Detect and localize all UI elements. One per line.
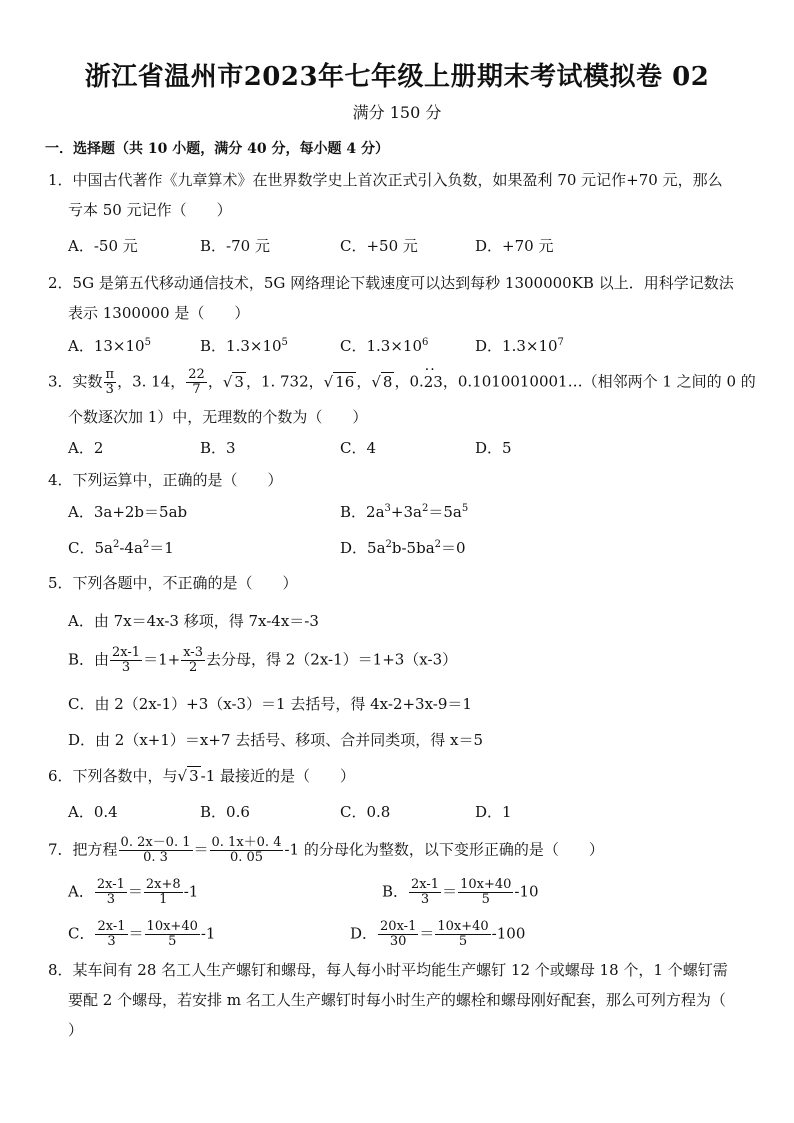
q6-option-d: D．1	[475, 803, 512, 821]
q4-option-c: C．$5a^2-4a^2=1$	[68, 539, 174, 557]
fraction: $\frac{2x-1}{3}$	[112, 645, 141, 675]
q1-option-d: D．+70 元	[475, 237, 554, 255]
sqrt-expression: √ 8	[371, 372, 393, 391]
q7-option-b: B． $\frac{2x-1}{3}$ ＝ $\frac{10x+40}{5}$ -10	[382, 877, 539, 907]
q7-option-d: D． $\frac{20x-1}{30}$ ＝ $\frac{10x+40}{5}$ -100	[350, 919, 526, 949]
fraction: $\frac{2x-1}{3}$	[96, 877, 125, 907]
q5-option-b: B．由 $\frac{2x-1}{3}$ ＝1+ $\frac{x-3}{2}$ 去分母，得 2（2x-1）＝1+3（x-3）	[68, 645, 458, 675]
q7-option-c: C． $\frac{2x-1}{3}$ ＝ $\frac{10x+40}{5}$ -1	[68, 919, 216, 949]
fraction: $\frac{2x-1}{3}$	[411, 877, 440, 907]
q2-option-c: C．$1.3\times 10^6$	[340, 337, 429, 355]
sqrt-expression: √ 3	[222, 372, 244, 391]
sqrt-expression: √ 3	[177, 767, 199, 785]
question-6-text: 6．下列各数中，与√ 3 -1 最接近的是（ ）	[48, 767, 356, 785]
q2-option-d: D．$1.3\times 10^7$	[475, 337, 564, 355]
q3-option-c: C．4	[340, 439, 377, 457]
q6-option-a: A．0.4	[68, 803, 118, 821]
fraction: $\frac{x-3}{2}$	[183, 645, 203, 675]
question-7-text: 7．把方程 $\frac{0. 2x-0. 1}{0. 3}$ ＝ $\frac{0. 1x+0. 4}{0. 05}$ -1 的分母化为整数，以下变形正确的是（ ）	[48, 835, 604, 865]
q5-option-a: A．由 7x＝4x-3 移项，得 7x-4x＝-3	[68, 612, 319, 630]
q1-option-c: C．+50 元	[340, 237, 418, 255]
fraction: $\frac{20x-1}{30}$	[380, 919, 417, 949]
q7-option-a: A． $\frac{2x-1}{3}$ ＝ $\frac{2x+8}{1}$ -1	[68, 877, 199, 907]
q6-option-b: B．0.6	[200, 803, 250, 821]
q3-option-b: B．3	[200, 439, 236, 457]
q1-option-a: A．-50 元	[68, 237, 138, 255]
fraction: $\frac{22}{7}$	[188, 367, 205, 397]
q4-option-a: A．3a+2b＝5ab	[68, 503, 188, 521]
question-1-text-cont: 亏本 50 元记作（ ）	[68, 201, 232, 219]
fraction: $\frac{0. 2x-0. 1}{0. 3}$	[120, 835, 191, 865]
question-3-text-cont: 个数逐次加 1）中，无理数的个数为（ ）	[68, 408, 368, 426]
fraction: $\frac{2x-1}{3}$	[97, 919, 126, 949]
question-2-text-cont: 表示 1300000 是（ ）	[68, 304, 250, 322]
sqrt-expression: √ 16	[323, 372, 355, 391]
question-3-text: 3．实数 $\frac{\pi}{3}$ ，3. 14， $\frac{22}{7}$ ，√ 3 ，1. 732，√ 16 ，√ 8 ，0.·· 23，0.1010010001…（相邻两个 1 之间的 0 的	[48, 368, 756, 397]
repeating-decimal: ·· 23	[424, 372, 443, 392]
question-8-text-cont: 要配 2 个螺母，若安排 m 名工人生产螺钉时每小时生产的螺栓和螺母刚好配套，那么可列方程为（	[68, 991, 726, 1009]
fraction: $\frac{10x+40}{5}$	[146, 919, 198, 949]
q2-option-b: B．$1.3\times 10^5$	[200, 337, 288, 355]
question-8-text: 8．某车间有 28 名工人生产螺钉和螺母，每人每小时平均能生产螺钉 12 个或螺母 18 个，1 个螺钉需	[48, 961, 728, 979]
fraction: $\frac{2x+8}{1}$	[145, 877, 181, 907]
q5-option-c: C．由 2（2x-1）+3（x-3）＝1 去括号，得 4x-2+3x-9＝1	[68, 695, 472, 713]
page-title: 浙江省温州市2023年七年级上册期末考试模拟卷 02	[84, 62, 710, 92]
q4-option-b: B．$2a^3+3a^2=5a^5$	[340, 503, 469, 521]
q4-option-d: D．$5a^2b-5ba^2=0$	[340, 539, 466, 557]
fraction: $\frac{0. 1x+0. 4}{0. 05}$	[211, 835, 282, 865]
fraction: $\frac{10x+40}{5}$	[437, 919, 489, 949]
question-2-text: 2．5G 是第五代移动通信技术，5G 网络理论下载速度可以达到每秒 1300000KB 以上．用科学记数法	[48, 274, 734, 292]
q1-option-b: B．-70 元	[200, 237, 270, 255]
section-heading: 一．选择题（共 10 小题，满分 40 分，每小题 4 分）	[45, 141, 389, 157]
fraction: $\frac{\pi}{3}$	[105, 367, 115, 397]
q2-option-a: A．$13\times 10^5$	[68, 337, 151, 355]
question-1-text: 1．中国古代著作《九章算术》在世界数学史上首次正式引入负数，如果盈利 70 元记作+70 元，那么	[48, 171, 723, 189]
question-8-text-cont2: ）	[68, 1021, 84, 1039]
q6-option-c: C．0.8	[340, 803, 391, 821]
q3-option-d: D．5	[475, 439, 512, 457]
question-5-text: 5．下列各题中，不正确的是（ ）	[48, 574, 298, 592]
fraction: $\frac{10x+40}{5}$	[460, 877, 512, 907]
question-4-text: 4．下列运算中，正确的是（ ）	[48, 471, 283, 489]
q5-option-d: D．由 2（x+1）＝x+7 去括号、移项、合并同类项，得 x＝5	[68, 731, 484, 749]
q3-option-a: A．2	[68, 439, 104, 457]
page-subtitle: 满分 150 分	[352, 103, 442, 122]
